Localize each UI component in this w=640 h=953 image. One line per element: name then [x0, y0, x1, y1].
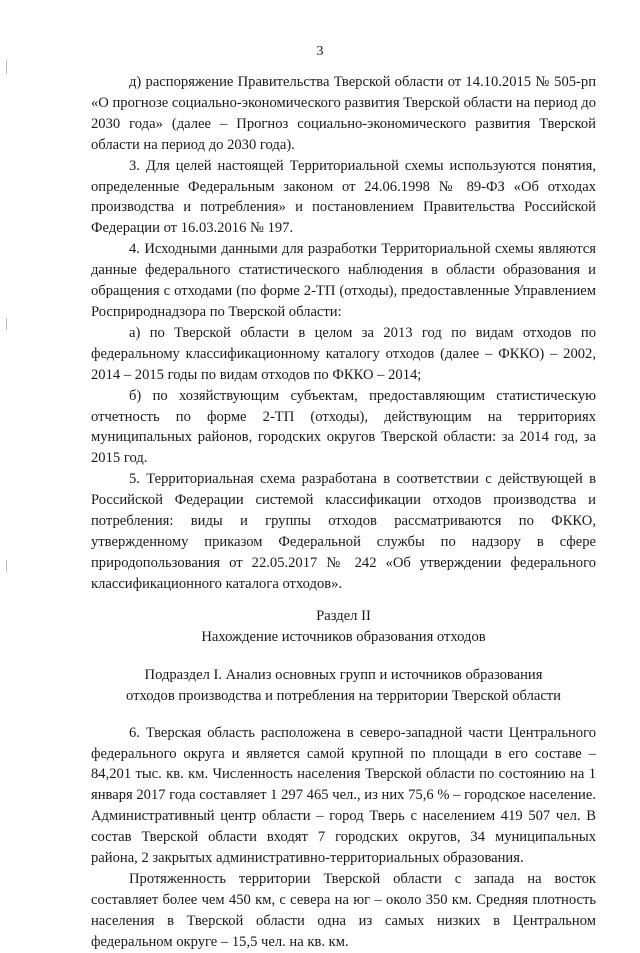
paragraph-3: 3. Для целей настоящей Территориальной схемы используются понятия, определенные Федеральным законом от 24.06.1998 № 89-ФЗ «Об отходах производства и потребления» и постановлением Правительства Российской Федерации от 16.03.2016 № 197.	[91, 157, 596, 237]
paragraph-item-b: б) по хозяйствующим субъектам, предоставляющим статистическую отчетность по форме 2-ТП (отходы), действующим на территориях муниципальных районов, городских округов Тверской области: за 2014 год, за 2015 год.	[91, 387, 596, 467]
section-title: Нахождение источников образования отходов	[201, 628, 486, 645]
paragraph-6: 6. Тверская область расположена в северо-западной части Центрального федерального округа и является самой крупной по площади в его составе – 84,201 тыс. кв. км. Численность населения Тверской области по состоянию на 1 января 2017 года составляет 1 297 465 чел., из них 75,6 % – городское население. Административный центр области – город Тверь с населением 419 507 чел. В состав Тверской области входят 7 городских округов, 34 муниципальных района, 2 закрытых административно-территориальных образования.	[91, 724, 596, 867]
binding-mark-bottom	[6, 560, 7, 572]
paragraph-item-a: а) по Тверской области в целом за 2013 год по видам отходов по федеральному классификационному каталогу отходов (далее – ФККО) – 2002, 2014 – 2015 годы по видам отходов по ФККО – 2014;	[91, 324, 596, 383]
subsection-title-line-1: Подраздел I. Анализ основных групп и источников образования	[144, 666, 543, 683]
document-body	[91, 72, 596, 953]
binding-mark-top	[6, 60, 7, 74]
paragraph-5: 5. Территориальная схема разработана в соответствии с действующей в Российской Федерации системой классификации отходов производства и потребления: виды и группы отходов рассматриваются по ФККО, утвержденному приказом Федеральной службы по надзору в сфере природопользования от 22.05.2017 № 242 «Об утверждении федерального классификационного каталога отходов».	[91, 471, 596, 592]
paragraph-item-d: д) распоряжение Правительства Тверской области от 14.10.2015 № 505-рп «О прогнозе социально-экономического развития Тверской области на период до 2030 года» (далее – Прогноз социально-экономического развития Тверской области на период до 2030 года).	[91, 74, 597, 153]
binding-mark-middle	[6, 318, 7, 330]
section-number: Раздел II	[316, 607, 371, 624]
subsection-title-line-2: отходов производства и потребления на территории Тверской области	[126, 687, 561, 704]
page-number: 3	[316, 44, 324, 59]
paragraph-territory: Протяженность территории Тверской области с запада на восток составляет более чем 450 км, с севера на юг – около 350 км. Средняя плотность населения в Тверской области одна из самых низких в Центральном федеральном округе – 15,5 чел. на кв. км.	[91, 871, 596, 950]
paragraph-4: 4. Исходными данными для разработки Территориальной схемы являются данные федерального статистического наблюдения в области образования и обращения с отходами (по форме 2-ТП (отходы), предоставленные Управлением Росприроднадзора по Тверской области:	[91, 241, 596, 320]
